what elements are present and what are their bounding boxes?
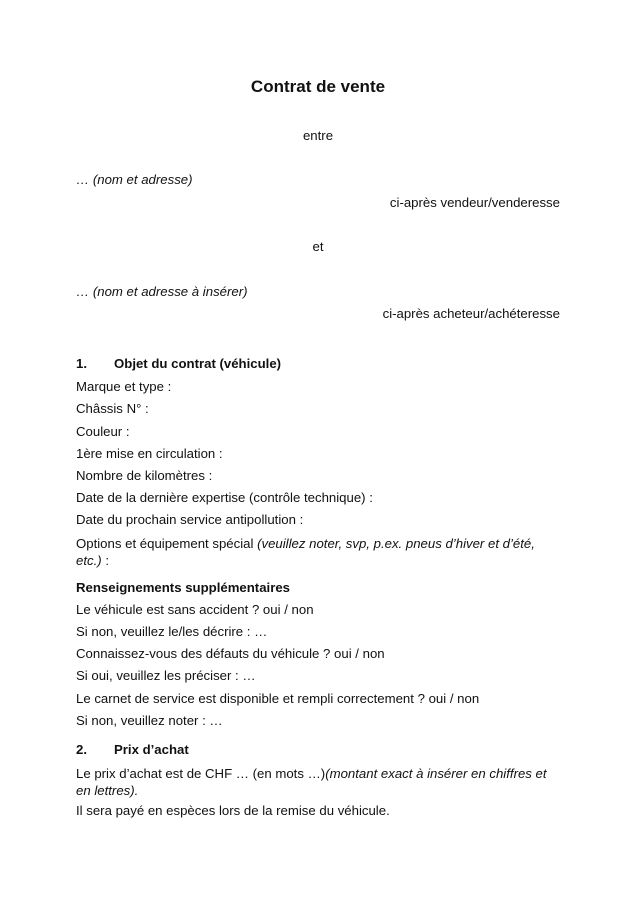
service-book-question: Le carnet de service est disponible et rempli correctement ? oui / non xyxy=(76,691,480,706)
field-make-type: Marque et type : xyxy=(76,379,172,394)
seller-placeholder: … (nom et adresse) xyxy=(76,172,193,187)
section1-heading xyxy=(76,356,281,371)
service-book-note: Si non, veuillez noter : … xyxy=(76,713,223,728)
section2-number: 2. xyxy=(76,742,87,757)
field-mileage: Nombre de kilomètres : xyxy=(76,468,213,483)
between-label: entre xyxy=(302,128,334,143)
page-title: Contrat de vente xyxy=(250,77,386,96)
buyer-role: ci-après acheteur/achéteresse xyxy=(382,306,560,321)
section2-heading xyxy=(76,742,189,757)
field-next-emission-service: Date du prochain service antipollution : xyxy=(76,512,304,527)
seller-role: ci-après vendeur/venderesse xyxy=(389,195,560,210)
field-first-registration: 1ère mise en circulation : xyxy=(76,446,223,461)
supplementary-heading: Renseignements supplémentaires xyxy=(76,580,291,595)
section2-title: Prix d’achat xyxy=(114,742,189,757)
section1-title: Objet du contrat (véhicule) xyxy=(114,356,282,371)
field-color: Couleur : xyxy=(76,424,130,439)
field-chassis: Châssis N° : xyxy=(76,401,149,416)
defects-question: Connaissez-vous des défauts du véhicule ? oui / non xyxy=(76,646,385,661)
price-text: Le prix d’achat est de CHF … (en mots …)(montant exact à insérer en chiffres et en lettres). xyxy=(76,766,547,798)
payment-text: Il sera payé en espèces lors de la remise du véhicule. xyxy=(76,803,390,818)
field-options: Options et équipement spécial (veuillez noter, svp, p.ex. pneus d’hiver et d’été, etc.) : xyxy=(76,536,535,568)
defects-description: Si oui, veuillez les préciser : … xyxy=(76,668,256,683)
and-label: et xyxy=(312,239,324,254)
field-last-inspection: Date de la dernière expertise (contrôle technique) : xyxy=(76,490,373,505)
section1-number: 1. xyxy=(76,356,87,371)
buyer-placeholder: … (nom et adresse à insérer) xyxy=(76,284,248,299)
accident-description: Si non, veuillez le/les décrire : … xyxy=(76,624,268,639)
accident-question: Le véhicule est sans accident ? oui / non xyxy=(76,602,314,617)
